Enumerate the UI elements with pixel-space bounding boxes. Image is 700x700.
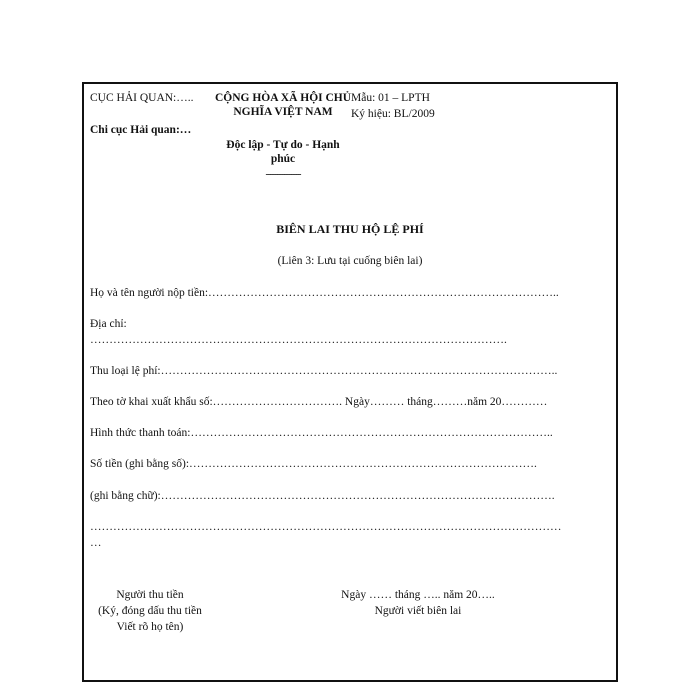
extra-dots-line: …………………………………………………………………………………………………………… (90, 521, 562, 533)
fee-type-field: Thu loại lệ phí:………………………………………………………………………………………….. (90, 365, 558, 377)
extra-dots-line-continued: … (90, 537, 102, 549)
amount-words-field: (ghi bằng chữ):…………………………………………………………………………………………. (90, 490, 555, 502)
sign-date: Ngày …… tháng ….. năm 20….. (341, 589, 495, 601)
document-subtitle: (Liên 3: Lưu tại cuống biên lai) (277, 255, 423, 267)
national-motto: Độc lập - Tự do - Hạnh phúc (226, 139, 340, 165)
payer-name-field: Họ và tên người nộp tiền:……………………………………………………………………………….. (90, 287, 559, 299)
collector-note: (Ký, đóng dấu thu tiền (98, 605, 202, 617)
customs-branch-label: Chi cục Hải quan:… (90, 124, 192, 136)
receipt-writer-title: Người viết biên lai (374, 605, 462, 617)
republic-title: CỘNG HÒA XÃ HỘI CHỦ NGHĨA VIỆT NAM (214, 92, 352, 118)
motto-underline: --------------- (265, 169, 301, 180)
amount-number-field: Số tiền (ghi bằng số):………………………………………………………………………………. (90, 458, 537, 470)
form-number: Mẫu: 01 – LPTH (351, 92, 430, 104)
form-code: Ký hiệu: BL/2009 (351, 108, 435, 120)
address-label: Địa chỉ: (90, 318, 127, 330)
collector-note-name: Viết rõ họ tên) (116, 621, 184, 633)
collector-title: Người thu tiền (116, 589, 184, 601)
document-title: BIÊN LAI THU HỘ LỆ PHÍ (276, 222, 424, 236)
customs-department-label: CỤC HẢI QUAN:….. (90, 92, 194, 104)
payment-method-field: Hình thức thanh toán:………………………………………………………………………………….. (90, 427, 553, 439)
address-field: ………………………………………………………………………………………………. (90, 334, 507, 346)
declaration-field: Theo tờ khai xuất khẩu số:……………………………. Ngày……… tháng………năm 20………… (90, 396, 548, 408)
